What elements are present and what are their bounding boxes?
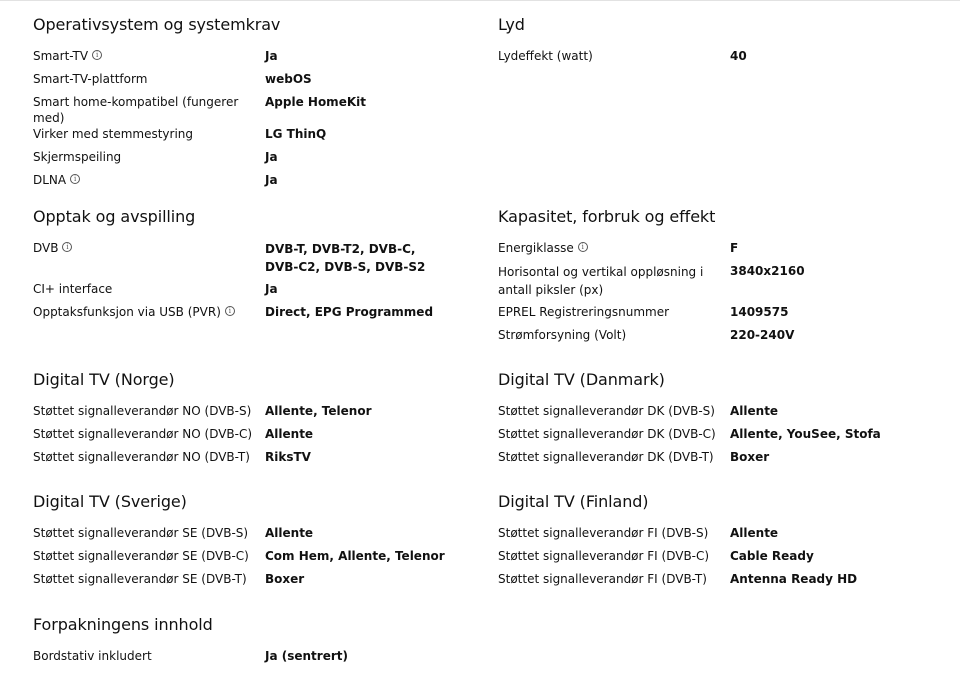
spec-value: Allente, Telenor xyxy=(265,404,372,418)
spec-label: Støttet signalleverandør FI (DVB-T) xyxy=(498,572,707,586)
spec-row xyxy=(33,426,473,449)
spec-label: Støttet signalleverandør NO (DVB-S) xyxy=(33,404,252,418)
spec-row xyxy=(498,449,938,472)
spec-row xyxy=(498,548,938,571)
spec-label: Bordstativ inkludert xyxy=(33,649,152,663)
spec-row xyxy=(498,48,938,71)
section-kapasitet xyxy=(498,207,938,350)
spec-row xyxy=(33,648,473,671)
spec-label: Virker med stemmestyring xyxy=(33,127,194,141)
section-title: Digital TV (Sverige) xyxy=(33,492,187,511)
spec-row xyxy=(498,304,938,327)
info-icon[interactable]: i xyxy=(92,50,102,60)
info-icon[interactable]: i xyxy=(225,306,235,316)
spec-label: Smart home-kompatibel (fungerer med) xyxy=(33,95,239,125)
section-digital-tv-sverige xyxy=(33,492,473,594)
spec-value: Boxer xyxy=(730,450,770,464)
spec-label: Støttet signalleverandør DK (DVB-S) xyxy=(498,404,715,418)
spec-label: Energiklasse xyxy=(498,241,574,255)
spec-value: Apple HomeKit xyxy=(265,95,366,109)
section-digital-tv-norge xyxy=(33,370,473,472)
spec-value: LG ThinQ xyxy=(265,127,327,141)
spec-row xyxy=(33,94,473,126)
spec-label: Støttet signalleverandør DK (DVB-C) xyxy=(498,427,716,441)
spec-label: DLNA xyxy=(33,173,67,187)
spec-row xyxy=(33,126,473,149)
spec-value: 220-240V xyxy=(730,328,795,342)
spec-value: Cable Ready xyxy=(730,549,814,563)
spec-value: RiksTV xyxy=(265,450,311,464)
spec-label: Støttet signalleverandør SE (DVB-C) xyxy=(33,549,249,563)
spec-label: Støttet signalleverandør NO (DVB-T) xyxy=(33,450,250,464)
spec-label: Opptaksfunksjon via USB (PVR) xyxy=(33,305,221,319)
spec-label: Støttet signalleverandør FI (DVB-C) xyxy=(498,549,710,563)
spec-row xyxy=(33,449,473,472)
spec-row xyxy=(33,403,473,426)
spec-value: 40 xyxy=(730,49,747,63)
spec-label: Strømforsyning (Volt) xyxy=(498,328,627,342)
spec-value: Antenna Ready HD xyxy=(730,572,858,586)
spec-value: Ja xyxy=(265,173,278,187)
section-operativsystem xyxy=(33,15,473,195)
spec-row xyxy=(33,304,473,327)
spec-row xyxy=(498,571,938,594)
spec-label: Støttet signalleverandør SE (DVB-T) xyxy=(33,572,247,586)
spec-row xyxy=(33,281,473,304)
spec-label: Støttet signalleverandør FI (DVB-S) xyxy=(498,526,709,540)
section-digital-tv-danmark xyxy=(498,370,938,472)
spec-label: Lydeffekt (watt) xyxy=(498,49,593,63)
spec-label: Horisontal og vertikal oppløsning i antall piksler (px) xyxy=(498,265,704,297)
spec-row xyxy=(498,403,938,426)
spec-label: Smart-TV-plattform xyxy=(33,72,148,86)
spec-label: Smart-TV xyxy=(33,49,89,63)
section-lyd xyxy=(498,15,938,71)
section-title: Digital TV (Danmark) xyxy=(498,370,665,389)
spec-value: DVB-T, DVB-T2, DVB-C, DVB-C2, DVB-S, DVB-S2 xyxy=(265,242,426,274)
spec-value: Direct, EPG Programmed xyxy=(265,305,434,319)
spec-value: F xyxy=(730,241,739,255)
spec-row xyxy=(498,426,938,449)
spec-label: CI+ interface xyxy=(33,282,113,296)
spec-label: Skjermspeiling xyxy=(33,150,122,164)
spec-row xyxy=(33,240,473,281)
spec-label: Støttet signalleverandør SE (DVB-S) xyxy=(33,526,249,540)
info-icon[interactable]: i xyxy=(62,242,72,252)
spec-value: Com Hem, Allente, Telenor xyxy=(265,549,445,563)
section-forpakningens-innhold xyxy=(33,615,473,671)
spec-value: Allente xyxy=(730,526,779,540)
spec-value: webOS xyxy=(265,72,312,86)
spec-label: DVB xyxy=(33,241,59,255)
section-title: Forpakningens innhold xyxy=(33,615,213,634)
spec-row xyxy=(33,48,473,71)
spec-row xyxy=(33,71,473,94)
section-digital-tv-finland xyxy=(498,492,938,594)
spec-row xyxy=(33,571,473,594)
spec-value: Allente xyxy=(730,404,779,418)
spec-row xyxy=(33,525,473,548)
section-title: Operativsystem og systemkrav xyxy=(33,15,281,34)
spec-row xyxy=(33,548,473,571)
spec-value: Ja xyxy=(265,49,278,63)
spec-value: Ja xyxy=(265,282,278,296)
spec-row xyxy=(498,240,938,263)
section-title: Kapasitet, forbruk og effekt xyxy=(498,207,716,226)
spec-value: Ja xyxy=(265,150,278,164)
spec-value: Allente xyxy=(265,526,314,540)
spec-row xyxy=(498,327,938,350)
spec-value: Boxer xyxy=(265,572,305,586)
spec-value: 3840x2160 xyxy=(730,264,805,278)
spec-label: Støttet signalleverandør DK (DVB-T) xyxy=(498,450,714,464)
spec-value: Allente, YouSee, Stofa xyxy=(730,427,881,441)
spec-label: Støttet signalleverandør NO (DVB-C) xyxy=(33,427,253,441)
spec-value: Ja (sentrert) xyxy=(265,649,348,663)
top-divider xyxy=(0,0,960,1)
section-title: Digital TV (Finland) xyxy=(498,492,649,511)
info-icon[interactable]: i xyxy=(578,242,588,252)
spec-value: Allente xyxy=(265,427,314,441)
spec-row xyxy=(33,172,473,195)
spec-row xyxy=(33,149,473,172)
info-icon[interactable]: i xyxy=(70,174,80,184)
spec-row xyxy=(498,263,938,304)
spec-label: EPREL Registreringsnummer xyxy=(498,305,670,319)
section-title: Lyd xyxy=(498,15,525,34)
section-title: Digital TV (Norge) xyxy=(33,370,175,389)
section-opptak xyxy=(33,207,473,327)
spec-row xyxy=(498,525,938,548)
spec-value: 1409575 xyxy=(730,305,789,319)
section-title: Opptak og avspilling xyxy=(33,207,196,226)
